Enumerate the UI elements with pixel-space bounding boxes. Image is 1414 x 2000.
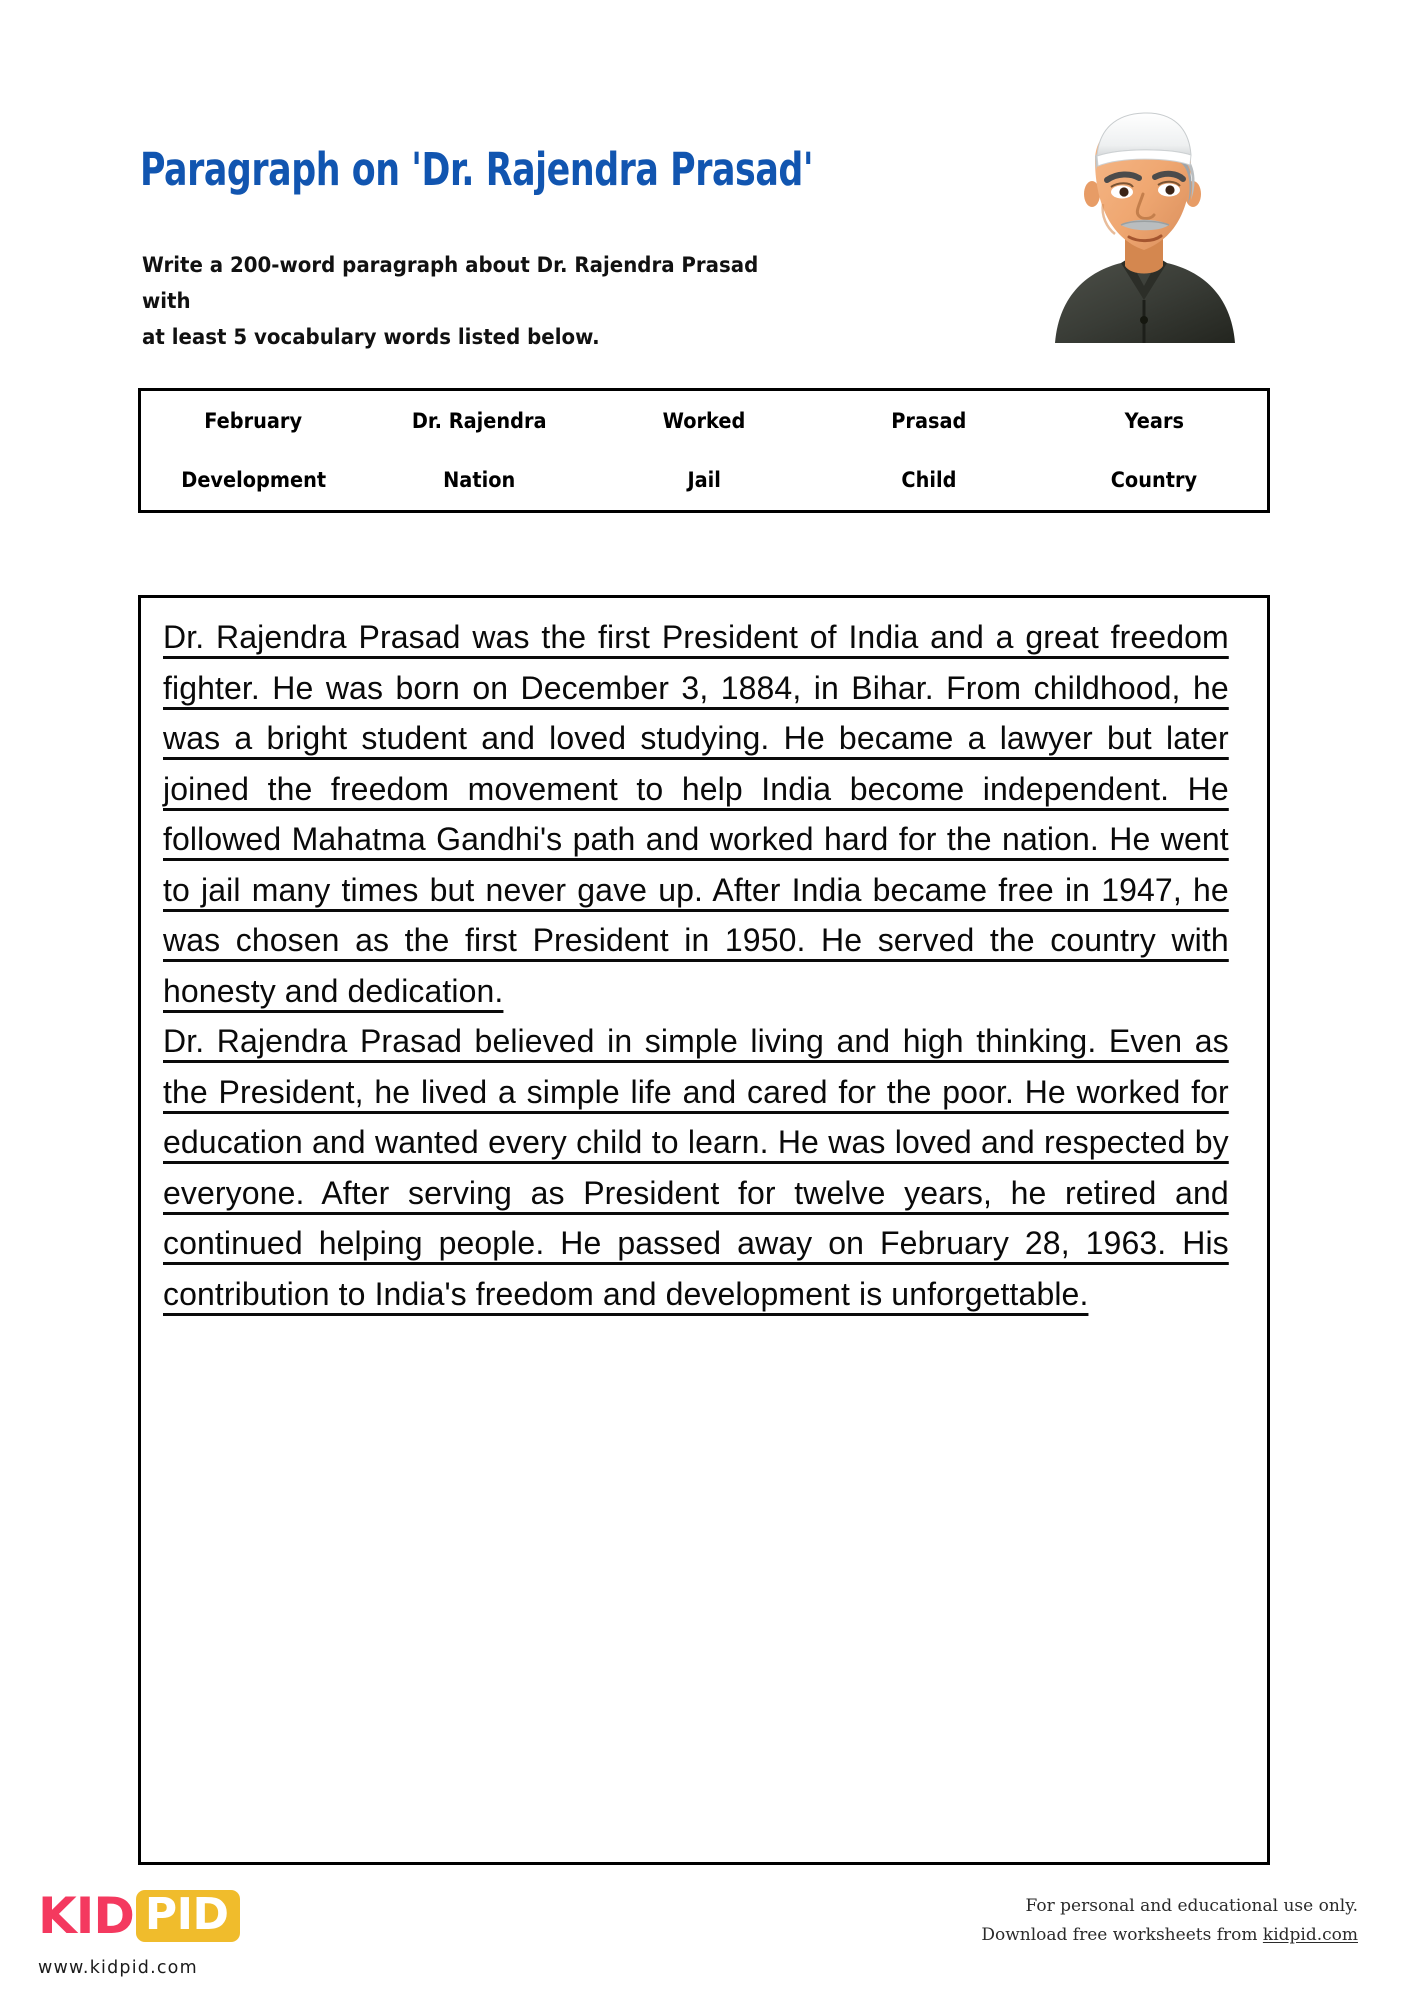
vocabulary-word: Worked (662, 408, 746, 433)
vocabulary-word: Jail (687, 468, 721, 493)
footer-website-url[interactable]: www.kidpid.com (38, 1958, 198, 1978)
vocabulary-word: Prasad (891, 408, 967, 433)
logo-pid-badge (136, 1890, 240, 1942)
vocabulary-word: Development (181, 468, 326, 493)
vocabulary-word-box (138, 388, 1270, 513)
instruction-line-2: at least 5 vocabulary words listed below. (142, 325, 600, 350)
answer-paragraph-1: Dr. Rajendra Prasad was the first President of India and a great freedom fighter. He was born on December 3, 1884, in Bihar. From childhood, he was a bright student and loved studying. He became a lawyer but later joined the freedom movement to help India become independent. He followed Mahatma Gandhi's path and worked hard for the nation. He went to jail many times but never gave up. After India became free in 1947, he was chosen as the first President in 1950. He served the country with honesty and dedication. (163, 619, 1229, 1009)
vocabulary-word: Nation (442, 468, 515, 493)
vocabulary-word: February (204, 408, 303, 433)
worksheet-header (0, 0, 1414, 370)
instruction-text (142, 248, 786, 356)
worksheet-footer (0, 1880, 1414, 2000)
logo-kid-text: KID (38, 1887, 134, 1945)
footer-credits (981, 1892, 1358, 1950)
vocabulary-word: Dr. Rajendra (411, 408, 547, 433)
kidpid-logo[interactable] (38, 1887, 240, 1945)
credit-line-1: For personal and educational use only. (1025, 1896, 1358, 1916)
vocabulary-word: Country (1111, 468, 1198, 493)
kidpid-link[interactable]: kidpid.com (1262, 1925, 1358, 1945)
rajendra-prasad-portrait-image (1043, 108, 1243, 343)
answer-writing-box[interactable] (138, 595, 1270, 1865)
credit-line-2 (981, 1921, 1358, 1950)
answer-paragraph-2: Dr. Rajendra Prasad believed in simple living and high thinking. Even as the President, he lived a simple life and cared for the poor. He worked for education and wanted every child to learn. He was loved and respected by everyone. After serving as President for twelve years, he retired and continued helping people. He passed away on February 28, 1963. His contribution to India's freedom and development is unforgettable. (163, 1023, 1229, 1312)
page-title: Paragraph on 'Dr. Rajendra Prasad' (140, 143, 814, 196)
instruction-line-1: Write a 200-word paragraph about Dr. Rajendra Prasad with (142, 253, 759, 314)
vocabulary-word: Years (1124, 408, 1185, 433)
vocabulary-grid (141, 391, 1267, 510)
vocabulary-word: Child (901, 468, 957, 493)
logo-pid-text: PID (144, 1889, 229, 1940)
credit-line-2-prefix: Download free worksheets from (981, 1925, 1263, 1945)
